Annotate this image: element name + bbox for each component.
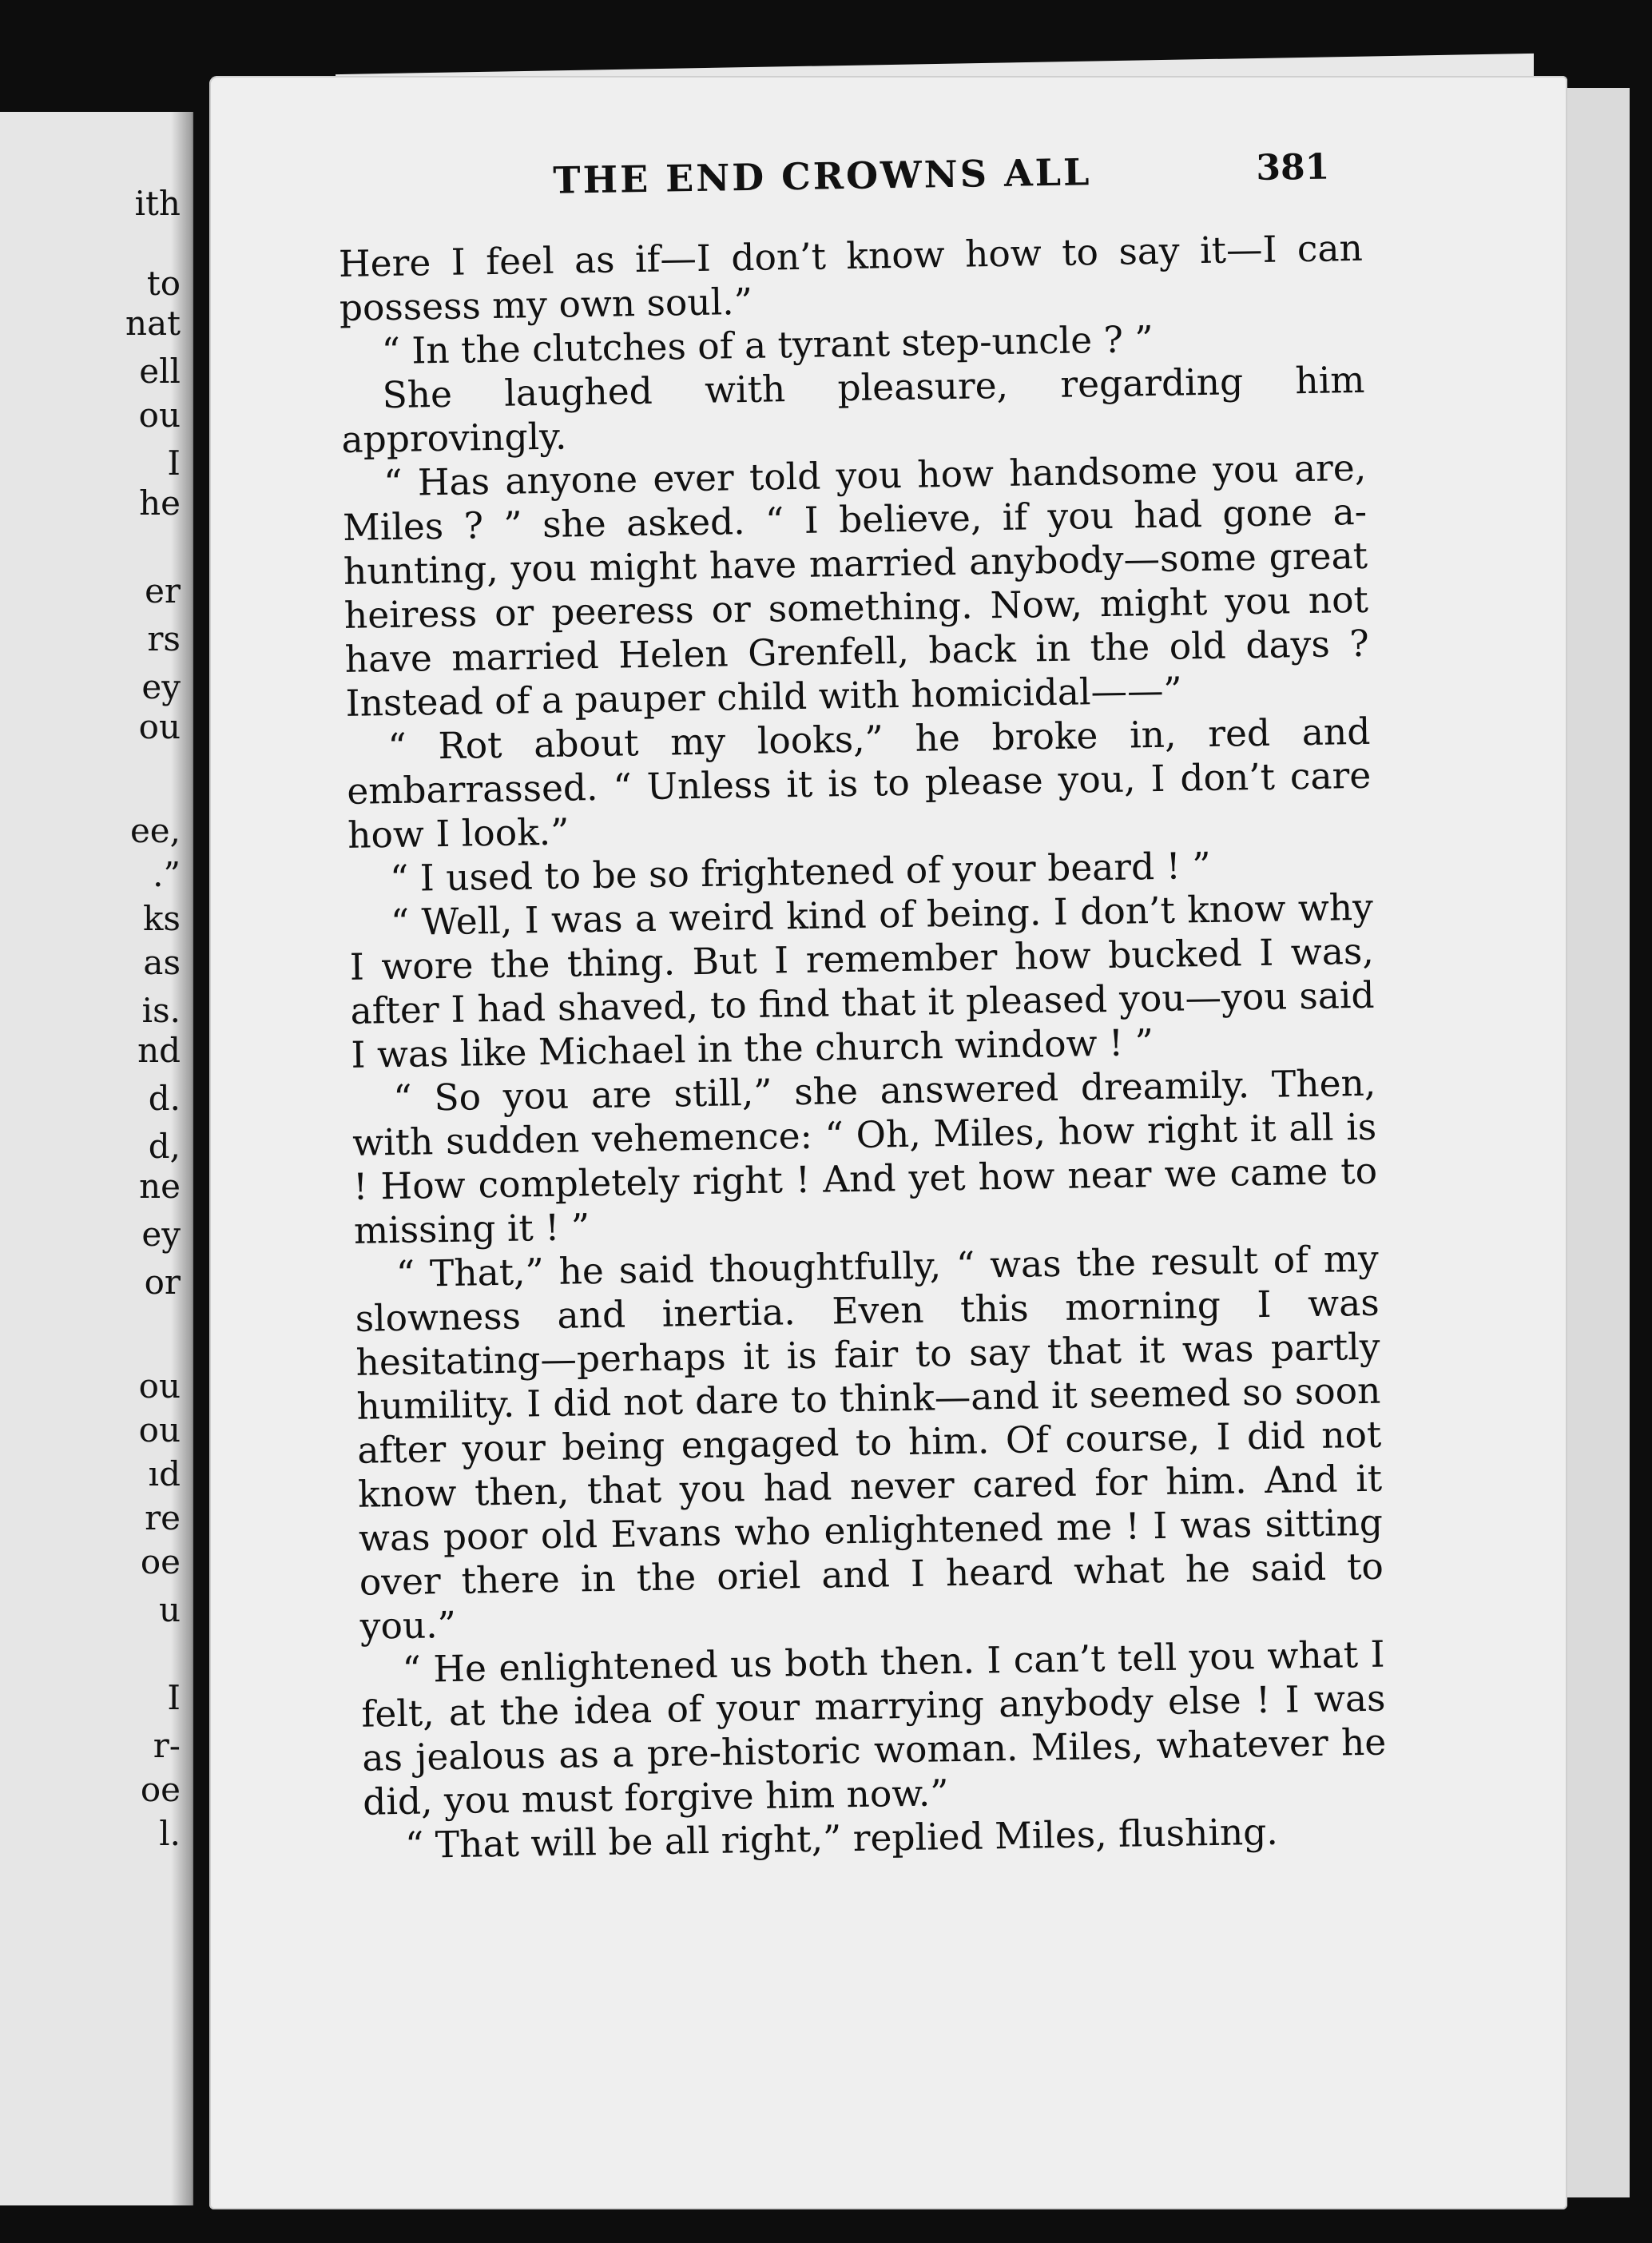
paragraph: “ Well, I was a weird kind of being. I don’t know why I wore the thing. But I remember how bucked I was, after I had shaved, to find that it pleased you—you said I was like Michael in the church window ! ” (349, 885, 1375, 1076)
page-number: 381 (1255, 146, 1330, 189)
left-page-word-fragment: or (144, 1263, 181, 1302)
left-page-word-fragment: oe (140, 1542, 181, 1581)
left-page-fragment (0, 112, 193, 2205)
left-page-word-fragment: rs (147, 619, 181, 658)
left-page-word-fragment: ne (139, 1167, 181, 1206)
right-page-edge (1558, 88, 1630, 2197)
left-page-word-fragment: .” (153, 855, 181, 894)
left-page-word-fragment: ou (138, 1410, 181, 1450)
left-page-word-fragment: as (143, 943, 181, 982)
page-header (337, 146, 1362, 218)
left-page-word-fragment: ıd (148, 1454, 181, 1493)
paragraph: Here I feel as if—I don’t know how to say it—I can possess my own soul.” (338, 226, 1364, 329)
left-page-word-fragment: er (145, 571, 181, 610)
book-page (209, 76, 1567, 2209)
paragraph: “ Has anyone ever told you how handsome you are, Miles ? ” she asked. “ I believe, if you had gone a-hunting, you might have married anybody—some great heiress or peeress or something. Now, might you not have married Helen Grenfell, back in the old days ? Instead of a pauper child with homicidal——” (342, 446, 1370, 725)
left-page-word-fragment: d. (148, 1079, 181, 1118)
left-page-word-fragment: ell (139, 352, 181, 391)
left-page-word-fragment: is. (141, 991, 181, 1030)
left-page-word-fragment: r- (153, 1726, 181, 1765)
paragraph: “ He enlightened us both then. I can’t tell you what I felt, at the idea of your marrying anybody else ! I was as jealous as a pre-historic woman. Miles, whatever he did, you must forgive him now.” (361, 1633, 1387, 1823)
left-page-word-fragment: ou (138, 396, 181, 435)
page-content (337, 146, 1388, 1868)
running-head: THE END CROWNS ALL (552, 150, 1092, 202)
left-page-word-fragment: ey (141, 1215, 181, 1254)
paragraph: “ So you are still,” she answered dreamily. Then, with sudden vehemence: “ Oh, Miles, how right it all is ! How completely right ! And yet how near we came to missing it ! ” (351, 1061, 1378, 1252)
left-page-word-fragment: ith (134, 184, 181, 223)
paragraph: “ In the clutches of a tyrant step-uncle ? ” (381, 317, 1154, 373)
left-page-word-fragment: re (145, 1498, 181, 1537)
paragraph: “ That,” he said thoughtfully, “ was the result of my slowness and inertia. Even this morning I was hesitating—perhaps it is fair to say that it was partly humility. I did not dare to think—and it seemed so soon after your being engaged to him. Of course, I did not know then, that you had never cared for him. And it was poor old Evans who enlightened me ! I was sitting over there in the oriel and I heard what he said to you.” (355, 1237, 1384, 1648)
left-page-word-fragment: ks (142, 899, 181, 938)
paragraph: “ I used to be so frightened of your beard ! ” (389, 844, 1212, 901)
left-page-word-fragment: ou (138, 1366, 181, 1406)
paragraph: “ Rot about my looks,” he broke in, red and embarrassed. “ Unless it is to please you, I don’t care how I look.” (346, 710, 1372, 857)
left-page-word-fragment: I (167, 1678, 181, 1717)
left-page-word-fragment: u (158, 1590, 181, 1629)
left-page-word-fragment: nd (137, 1031, 181, 1070)
left-page-word-fragment: ee, (129, 811, 181, 850)
paragraph: “ That will be all right,” replied Miles, flushing. (404, 1810, 1279, 1867)
left-page-word-fragment: oe (140, 1770, 181, 1809)
left-page-word-fragment: ou (138, 707, 181, 746)
left-page-word-fragment: to (146, 264, 181, 303)
paragraph: She laughed with pleasure, regarding him approvingly. (341, 358, 1365, 461)
left-page-word-fragment: ey (141, 667, 181, 706)
left-page-word-fragment: l. (159, 1814, 181, 1853)
left-page-word-fragment: d, (148, 1127, 181, 1166)
left-page-word-fragment: I (167, 443, 181, 483)
left-page-word-fragment: nat (125, 304, 181, 343)
left-page-word-fragment: he (139, 483, 181, 523)
